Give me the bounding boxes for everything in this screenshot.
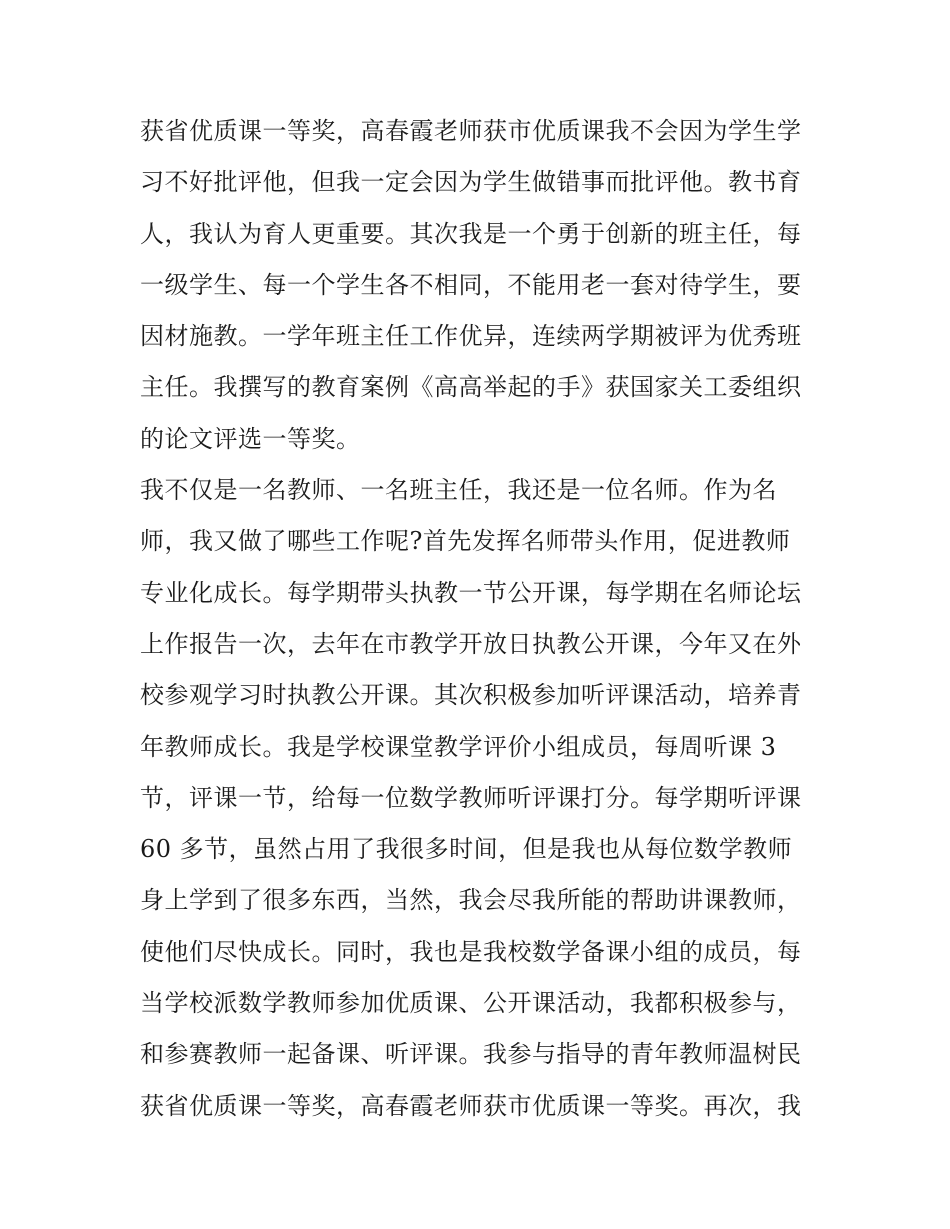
text-line: 和参赛教师一起备课、听评课。我参与指导的青年教师温树民 — [140, 1040, 802, 1069]
body-text — [140, 106, 820, 1132]
text-line: 身上学到了很多东西，当然，我会尽我所能的帮助讲课教师， — [140, 886, 802, 915]
text-line: 上作报告一次，去年在市教学开放日执教公开课，今年又在外 — [140, 629, 802, 658]
text-line: 的论文评选一等奖。 — [140, 424, 361, 453]
text-line: 我不仅是一名教师、一名班主任，我还是一位名师。作为名 — [140, 476, 777, 505]
text-line: 60 多节，虽然占用了我很多时间，但是我也从每位数学教师 — [140, 835, 793, 864]
text-line: 年教师成长。我是学校课堂教学评价小组成员，每周听课 3 — [140, 732, 777, 761]
text-line: 节，评课一节，给每一位数学教师听评课打分。每学期听评课 — [140, 783, 802, 812]
text-line: 使他们尽快成长。同时，我也是我校数学备课小组的成员，每 — [140, 937, 802, 966]
text-line: 主任。我撰写的教育案例《高高举起的手》获国家关工委组织 — [140, 373, 802, 402]
text-line: 获省优质课一等奖，高春霞老师获市优质课一等奖。再次，我 — [140, 1091, 802, 1120]
text-line: 当学校派数学教师参加优质课、公开课活动，我都积极参与， — [140, 989, 802, 1018]
text-line: 专业化成长。每学期带头执教一节公开课，每学期在名师论坛 — [140, 578, 802, 607]
text-line: 获省优质课一等奖，高春霞老师获市优质课我不会因为学生学 — [140, 117, 802, 145]
text-line: 习不好批评他，但我一定会因为学生做错事而批评他。教书育 — [140, 168, 802, 197]
text-line: 校参观学习时执教公开课。其次积极参加听评课活动，培养青 — [140, 681, 802, 710]
text-line: 人，我认为育人更重要。其次我是一个勇于创新的班主任，每 — [140, 219, 802, 248]
text-line: 师，我又做了哪些工作呢?首先发挥名师带头作用，促进教师 — [140, 527, 791, 556]
text-line: 一级学生、每一个学生各不相同，不能用老一套对待学生，要 — [140, 270, 802, 299]
text-line: 因材施教。一学年班主任工作优异，连续两学期被评为优秀班 — [140, 322, 802, 351]
